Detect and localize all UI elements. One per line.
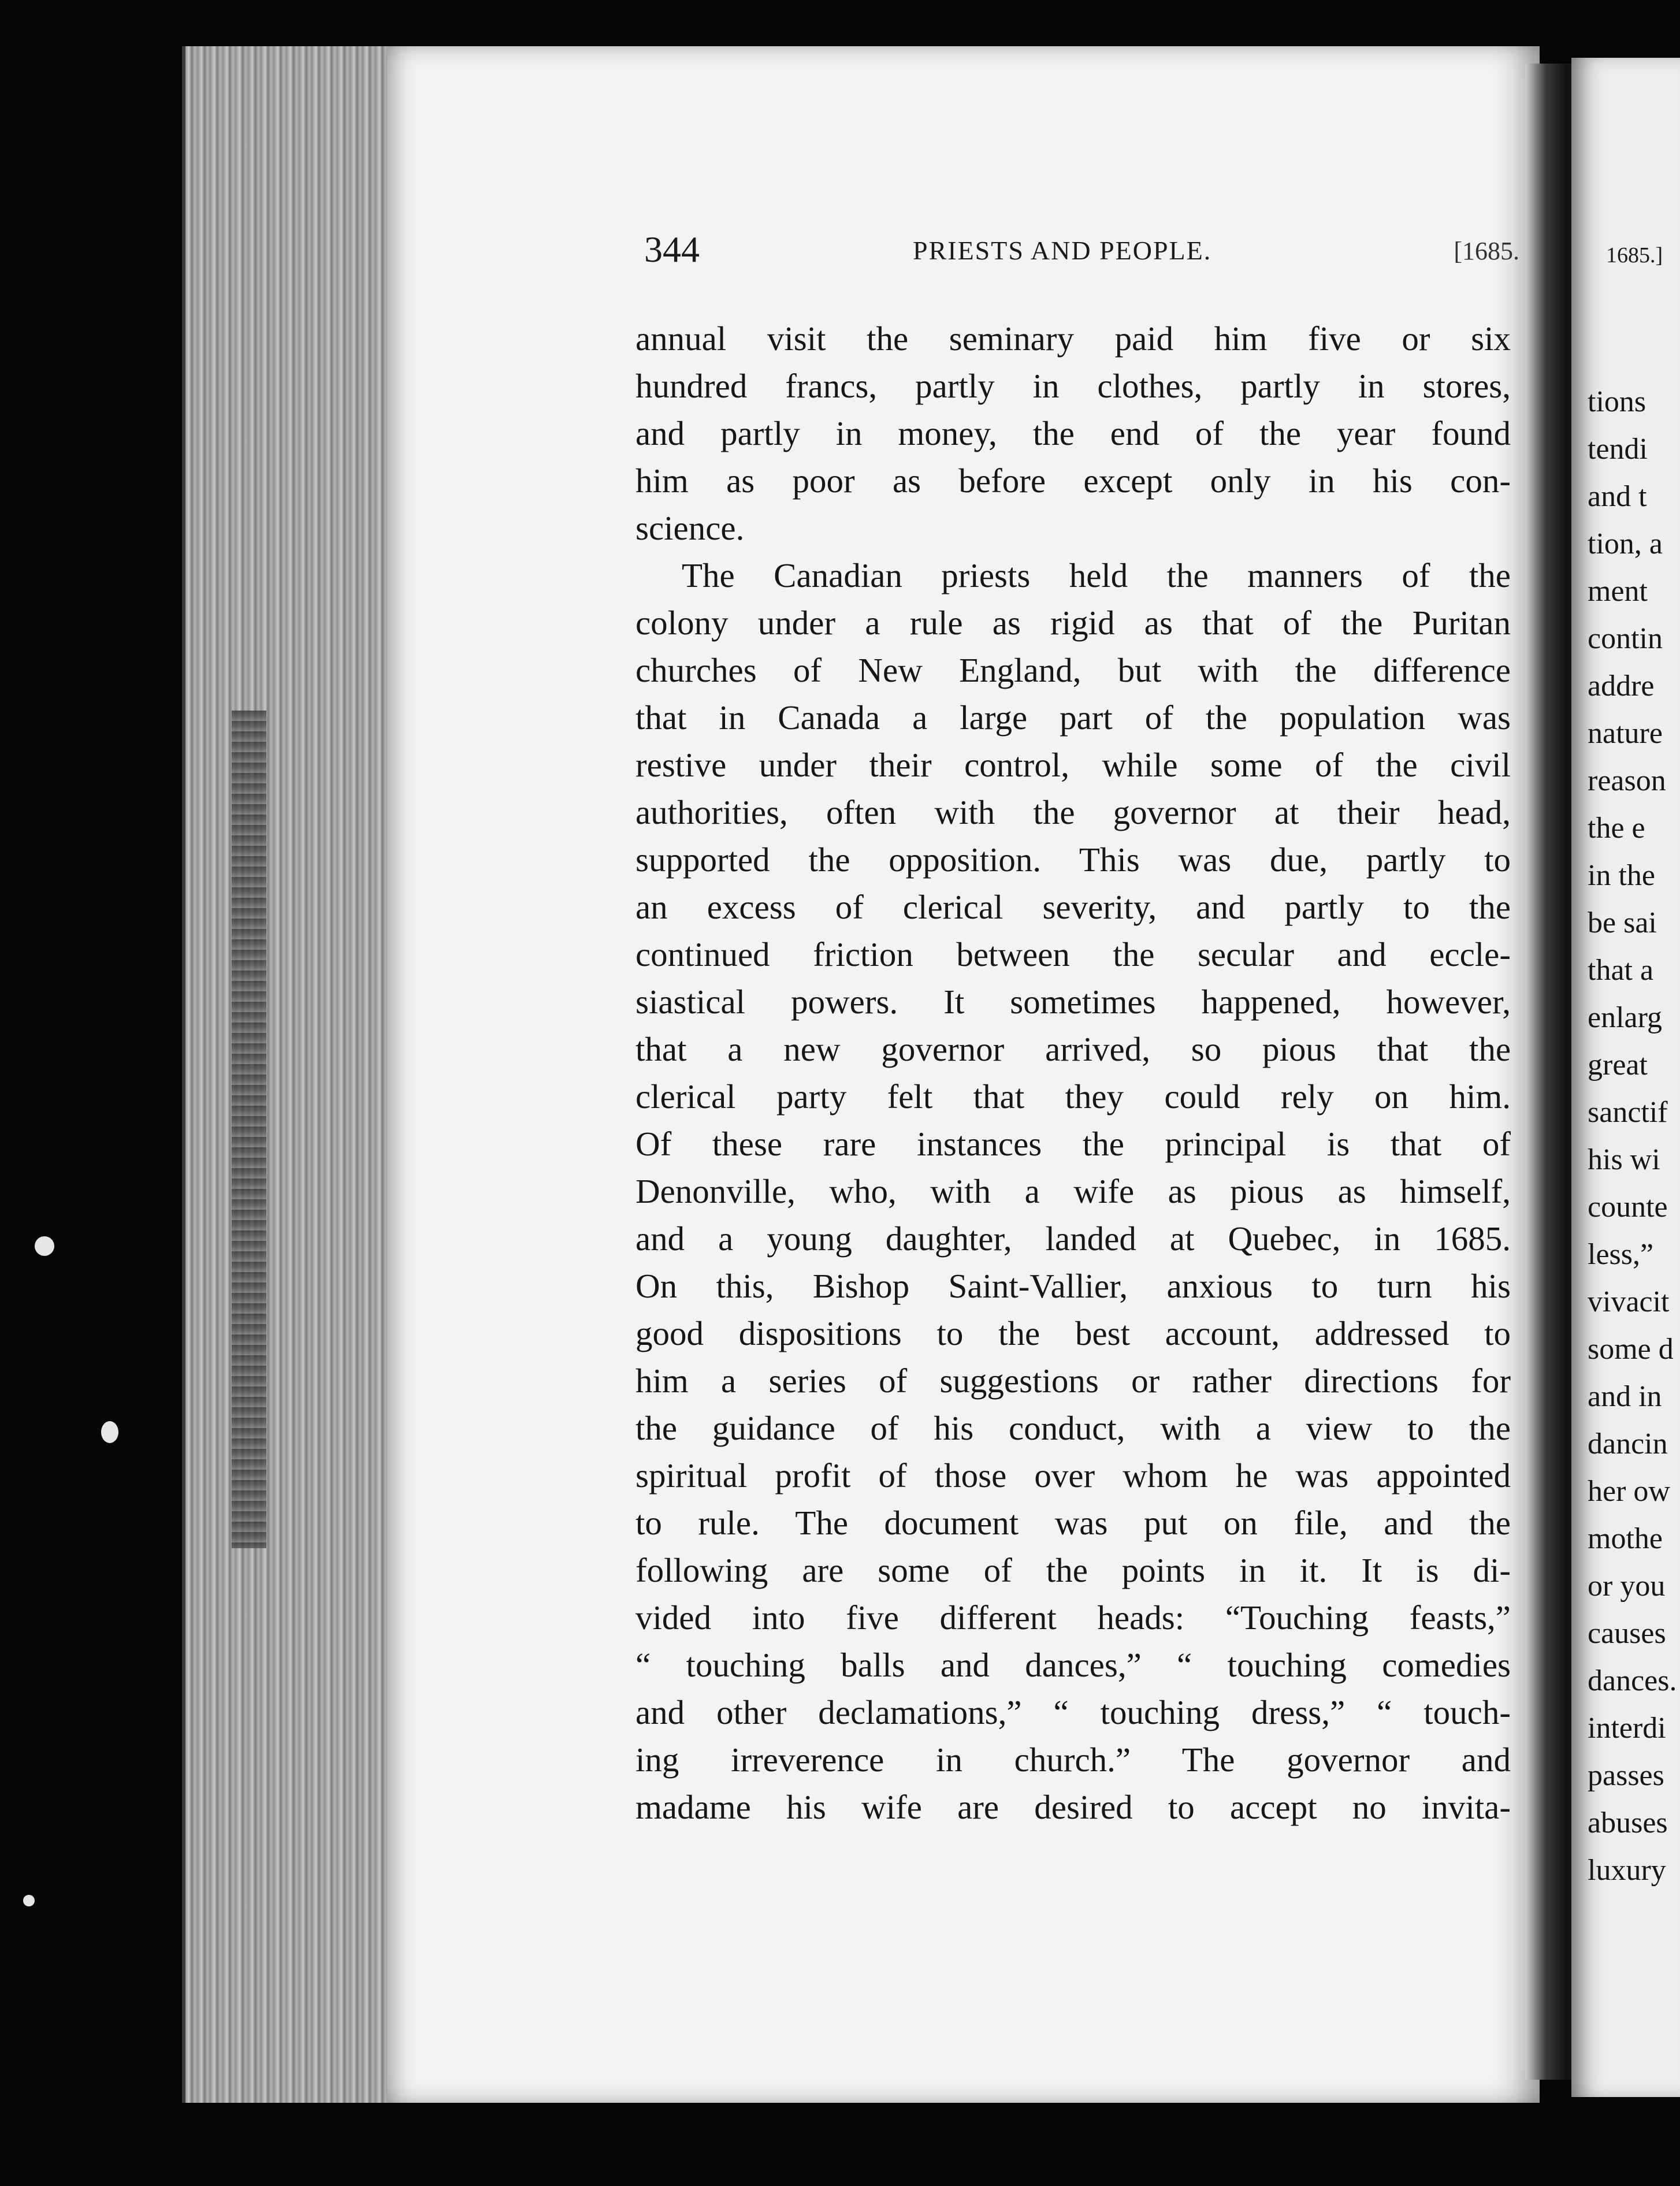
next-page-line: interdi <box>1588 1712 1666 1745</box>
next-page-line: causes <box>1588 1617 1666 1650</box>
next-page-text <box>1588 378 1680 1894</box>
text-line: siastical powers. It sometimes happened, however, <box>635 983 1511 1021</box>
next-page-line: that a <box>1588 954 1654 987</box>
next-page-line: abuses <box>1588 1806 1668 1839</box>
next-page-line: and t <box>1588 480 1647 513</box>
next-page-header: 1685.] <box>1606 243 1663 267</box>
page-number: 344 <box>644 229 700 270</box>
next-page-line: enlarg <box>1588 1001 1662 1034</box>
text-line: him as poor as before except only in his con- <box>635 462 1511 500</box>
running-date: [1685. <box>1454 237 1519 265</box>
text-line: colony under a rule as rigid as that of the Puritan <box>635 604 1511 642</box>
next-page-line: or you <box>1588 1570 1666 1603</box>
text-line: The Canadian priests held the manners of the <box>682 556 1511 594</box>
next-page-line: sanctif <box>1588 1096 1668 1129</box>
text-line: annual visit the seminary paid him five or six <box>635 319 1511 358</box>
next-page-line: less,” <box>1588 1238 1654 1271</box>
right-page-partial <box>1571 58 1680 2097</box>
next-page-line: be sai <box>1588 906 1657 939</box>
next-page-line: contin <box>1588 622 1663 655</box>
text-line: the guidance of his conduct, with a view to the <box>635 1409 1511 1447</box>
text-line: following are some of the points in it. It is di- <box>635 1551 1511 1589</box>
next-page-line: her ow <box>1588 1475 1670 1508</box>
dust-speck <box>23 1895 35 1906</box>
body-text <box>635 315 1511 1831</box>
next-page-line: tendi <box>1588 433 1648 466</box>
text-line: supported the opposition. This was due, partly to <box>635 841 1511 879</box>
next-page-line: addre <box>1588 670 1655 702</box>
text-line: “ touching balls and dances,” “ touching comedies <box>635 1646 1511 1684</box>
text-line: spiritual profit of those over whom he was appointed <box>635 1456 1511 1494</box>
dust-speck <box>101 1421 118 1443</box>
book-gutter <box>1525 64 1577 2080</box>
text-line: that in Canada a large part of the population was <box>635 698 1511 737</box>
text-line: and other declamations,” “ touching dress,” “ touch- <box>635 1693 1511 1731</box>
next-page-line: the e <box>1588 812 1645 845</box>
text-line: him a series of suggestions or rather directions for <box>635 1362 1511 1400</box>
next-page-line: tion, a <box>1588 527 1663 560</box>
text-line: clerical party felt that they could rely on him. <box>635 1077 1511 1116</box>
next-page-line: great <box>1588 1049 1648 1081</box>
next-page-line: dances. <box>1588 1664 1677 1697</box>
text-line: hundred francs, partly in clothes, partly in stores, <box>635 367 1511 405</box>
text-line: restive under their control, while some of the civil <box>635 746 1511 784</box>
text-line: and partly in money, the end of the year found <box>635 414 1511 452</box>
next-page-line: luxury <box>1588 1854 1666 1887</box>
text-line: and a young daughter, landed at Quebec, in 1685. <box>635 1220 1511 1258</box>
next-page-line: counte <box>1588 1191 1668 1224</box>
book-page-edges <box>182 46 399 2103</box>
next-page-line: dancin <box>1588 1427 1668 1460</box>
text-line: madame his wife are desired to accept no invita- <box>635 1788 1511 1826</box>
next-page-line: in the <box>1588 859 1655 892</box>
next-page-line: ment <box>1588 575 1648 608</box>
text-line: Of these rare instances the principal is that of <box>635 1125 1511 1163</box>
next-page-line: his wi <box>1588 1143 1660 1176</box>
next-page-line: vivacit <box>1588 1285 1670 1318</box>
next-page-line: tions <box>1588 385 1646 418</box>
next-page-line: nature <box>1588 717 1663 750</box>
next-page-line: and in <box>1588 1380 1662 1413</box>
text-line: On this, Bishop Saint-Vallier, anxious to turn his <box>635 1267 1511 1305</box>
text-line: good dispositions to the best account, addressed to <box>635 1314 1511 1352</box>
page-header <box>644 228 1519 274</box>
text-line: that a new governor arrived, so pious that the <box>635 1030 1511 1068</box>
text-line: continued friction between the secular and eccle- <box>635 935 1511 973</box>
next-page-line: passes <box>1588 1759 1664 1792</box>
next-page-line: reason <box>1588 764 1666 797</box>
text-line: an excess of clerical severity, and partly to the <box>635 888 1511 926</box>
text-line: science. <box>635 509 745 547</box>
text-line: to rule. The document was put on file, and the <box>635 1504 1511 1542</box>
text-line: ing irreverence in church.” The governor and <box>635 1741 1511 1779</box>
next-page-line: mothe <box>1588 1522 1663 1555</box>
running-title: PRIESTS AND PEOPLE. <box>913 236 1212 265</box>
next-page-line: some d <box>1588 1333 1674 1366</box>
text-line: churches of New England, but with the difference <box>635 651 1511 689</box>
text-line: Denonville, who, with a wife as pious as himself, <box>635 1172 1511 1210</box>
text-line: authorities, often with the governor at their head, <box>635 793 1511 831</box>
text-line: vided into five different heads: “Touching feasts,” <box>635 1598 1511 1637</box>
dust-speck <box>35 1236 54 1256</box>
